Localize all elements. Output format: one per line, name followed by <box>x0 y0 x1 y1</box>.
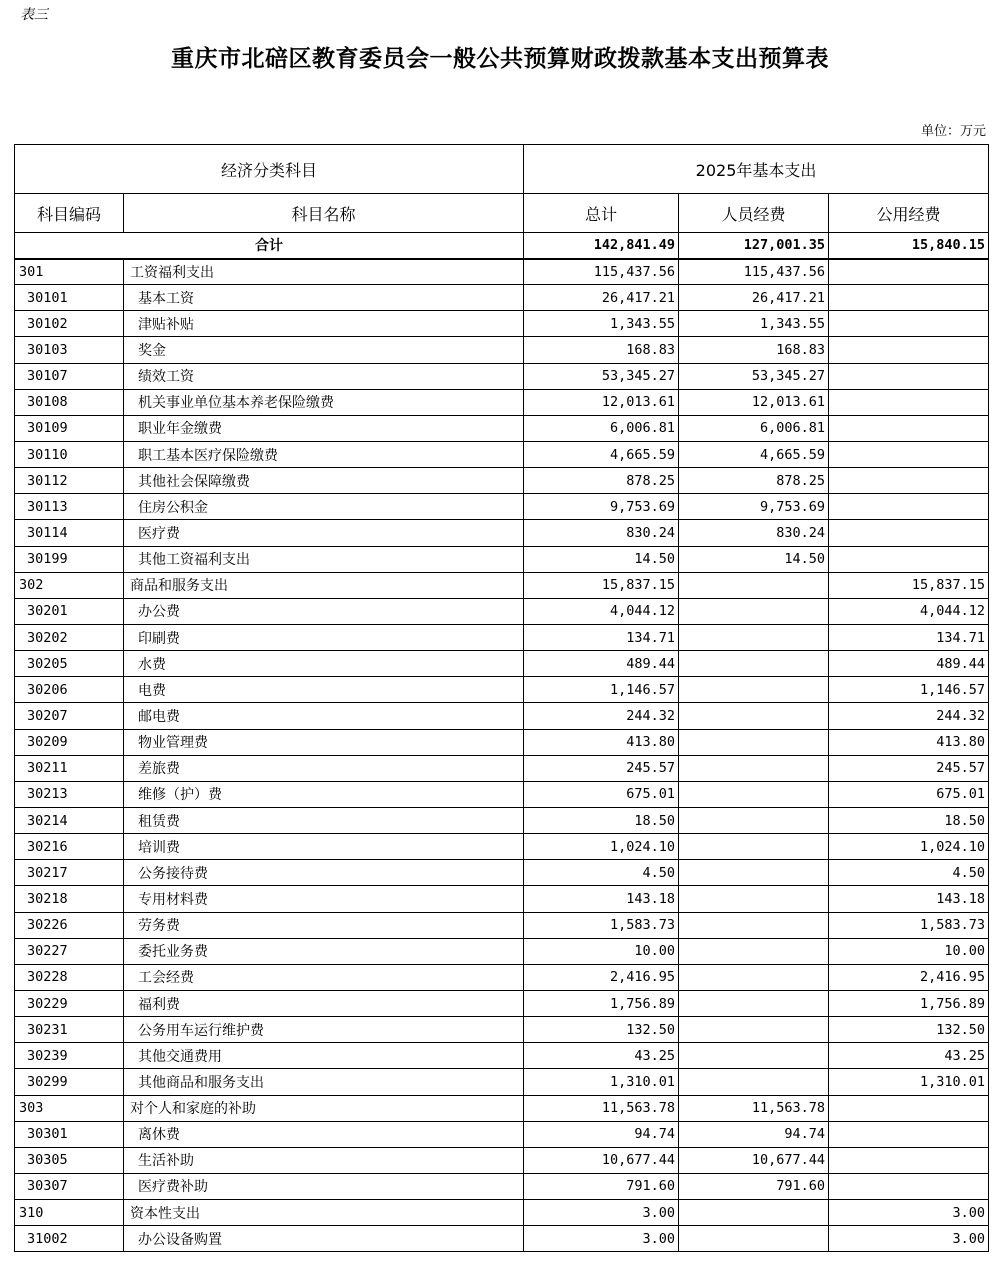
personnel-cell <box>679 1069 829 1095</box>
public-cell: 2,416.95 <box>829 964 989 990</box>
total-cell: 115,437.56 <box>524 259 679 285</box>
total-cell: 94.74 <box>524 1121 679 1147</box>
subject-code-cell: 30218 <box>15 886 124 912</box>
subject-code-cell: 30217 <box>15 860 124 886</box>
page-title: 重庆市北碚区教育委员会一般公共预算财政拨款基本支出预算表 <box>171 45 829 72</box>
personnel-cell <box>679 703 829 729</box>
personnel-cell <box>679 651 829 677</box>
subject-name-cell: 离休费 <box>124 1121 524 1147</box>
personnel-cell: 830.24 <box>679 520 829 546</box>
subject-name-cell: 商品和服务支出 <box>124 572 524 598</box>
public-cell <box>829 1121 989 1147</box>
subject-code-cell: 30205 <box>15 651 124 677</box>
table-row <box>15 624 989 650</box>
total-cell: 244.32 <box>524 703 679 729</box>
table-row <box>15 441 989 467</box>
total-personnel: 127,001.35 <box>679 233 829 259</box>
public-cell: 489.44 <box>829 651 989 677</box>
subject-name-cell: 生活补助 <box>124 1147 524 1173</box>
public-cell: 245.57 <box>829 755 989 781</box>
subject-name-cell: 奖金 <box>124 337 524 363</box>
table-row <box>15 807 989 833</box>
public-cell <box>829 285 989 311</box>
total-cell: 830.24 <box>524 520 679 546</box>
subject-name-cell: 基本工资 <box>124 285 524 311</box>
personnel-cell <box>679 886 829 912</box>
subject-name-cell: 工资福利支出 <box>124 259 524 285</box>
table-row <box>15 912 989 938</box>
personnel-cell <box>679 755 829 781</box>
table-row <box>15 990 989 1016</box>
personnel-cell <box>679 1226 829 1252</box>
public-cell <box>829 494 989 520</box>
subject-name-cell: 其他交通费用 <box>124 1043 524 1069</box>
subject-name-cell: 医疗费 <box>124 520 524 546</box>
subject-code-cell: 30211 <box>15 755 124 781</box>
subject-name-cell: 绩效工资 <box>124 363 524 389</box>
personnel-cell: 791.60 <box>679 1173 829 1199</box>
header-group-row <box>15 145 989 194</box>
category-row <box>15 1095 989 1121</box>
table-row <box>15 964 989 990</box>
header-subject-code: 科目编码 <box>15 194 124 233</box>
public-cell: 143.18 <box>829 886 989 912</box>
total-cell: 413.80 <box>524 729 679 755</box>
total-cell: 9,753.69 <box>524 494 679 520</box>
subject-name-cell: 水费 <box>124 651 524 677</box>
table-row <box>15 546 989 572</box>
total-cell: 3.00 <box>524 1226 679 1252</box>
table-row <box>15 651 989 677</box>
public-cell: 413.80 <box>829 729 989 755</box>
public-cell: 3.00 <box>829 1226 989 1252</box>
table-row <box>15 1069 989 1095</box>
subject-code-cell: 30110 <box>15 441 124 467</box>
total-cell: 1,583.73 <box>524 912 679 938</box>
public-cell: 1,756.89 <box>829 990 989 1016</box>
public-cell: 134.71 <box>829 624 989 650</box>
total-cell: 18.50 <box>524 807 679 833</box>
table-row <box>15 834 989 860</box>
public-cell: 43.25 <box>829 1043 989 1069</box>
subject-name-cell: 医疗费补助 <box>124 1173 524 1199</box>
personnel-cell: 11,563.78 <box>679 1095 829 1121</box>
public-cell <box>829 520 989 546</box>
personnel-cell <box>679 729 829 755</box>
table-row <box>15 755 989 781</box>
total-cell: 43.25 <box>524 1043 679 1069</box>
public-cell <box>829 337 989 363</box>
table-row <box>15 703 989 729</box>
table-row <box>15 1147 989 1173</box>
total-cell: 168.83 <box>524 337 679 363</box>
personnel-cell: 94.74 <box>679 1121 829 1147</box>
subject-name-cell: 租赁费 <box>124 807 524 833</box>
public-cell <box>829 259 989 285</box>
public-cell <box>829 546 989 572</box>
unit-label: 单位：万元 <box>920 124 986 139</box>
subject-code-cell: 30109 <box>15 415 124 441</box>
table-row <box>15 677 989 703</box>
public-cell: 1,146.57 <box>829 677 989 703</box>
subject-code-cell: 30102 <box>15 311 124 337</box>
personnel-cell: 53,345.27 <box>679 363 829 389</box>
subject-code-cell: 30307 <box>15 1173 124 1199</box>
total-cell: 1,024.10 <box>524 834 679 860</box>
total-cell: 134.71 <box>524 624 679 650</box>
public-cell: 18.50 <box>829 807 989 833</box>
table-row <box>15 337 989 363</box>
subject-code-cell: 30216 <box>15 834 124 860</box>
subject-name-cell: 邮电费 <box>124 703 524 729</box>
subject-code-cell: 30199 <box>15 546 124 572</box>
subject-code-cell: 30228 <box>15 964 124 990</box>
total-cell: 1,310.01 <box>524 1069 679 1095</box>
personnel-cell: 878.25 <box>679 468 829 494</box>
public-cell <box>829 389 989 415</box>
subject-code-cell: 30103 <box>15 337 124 363</box>
subject-name-cell: 委托业务费 <box>124 938 524 964</box>
subject-code-cell: 31002 <box>15 1226 124 1252</box>
total-cell: 2,416.95 <box>524 964 679 990</box>
total-cell: 12,013.61 <box>524 389 679 415</box>
subject-name-cell: 培训费 <box>124 834 524 860</box>
category-row <box>15 259 989 285</box>
public-cell: 3.00 <box>829 1200 989 1226</box>
personnel-cell <box>679 860 829 886</box>
subject-code-cell: 30108 <box>15 389 124 415</box>
personnel-cell <box>679 1200 829 1226</box>
subject-code-cell: 30207 <box>15 703 124 729</box>
public-cell: 4.50 <box>829 860 989 886</box>
personnel-cell: 115,437.56 <box>679 259 829 285</box>
total-cell: 132.50 <box>524 1017 679 1043</box>
subject-code-cell: 30101 <box>15 285 124 311</box>
total-cell: 11,563.78 <box>524 1095 679 1121</box>
table-row <box>15 1121 989 1147</box>
subject-name-cell: 职业年金缴费 <box>124 415 524 441</box>
total-cell: 1,343.55 <box>524 311 679 337</box>
total-cell: 245.57 <box>524 755 679 781</box>
personnel-cell <box>679 598 829 624</box>
subject-code-cell: 30239 <box>15 1043 124 1069</box>
subject-code-cell: 30299 <box>15 1069 124 1095</box>
personnel-cell <box>679 834 829 860</box>
subject-name-cell: 工会经费 <box>124 964 524 990</box>
subject-name-cell: 公务用车运行维护费 <box>124 1017 524 1043</box>
total-cell: 489.44 <box>524 651 679 677</box>
subject-code-cell: 30112 <box>15 468 124 494</box>
subject-name-cell: 其他社会保障缴费 <box>124 468 524 494</box>
public-cell: 1,024.10 <box>829 834 989 860</box>
subject-name-cell: 资本性支出 <box>124 1200 524 1226</box>
personnel-cell: 26,417.21 <box>679 285 829 311</box>
public-cell <box>829 1173 989 1199</box>
table-row <box>15 311 989 337</box>
subject-code-cell: 302 <box>15 572 124 598</box>
public-cell: 15,837.15 <box>829 572 989 598</box>
table-row <box>15 1226 989 1252</box>
personnel-cell <box>679 572 829 598</box>
total-cell: 791.60 <box>524 1173 679 1199</box>
subject-name-cell: 其他工资福利支出 <box>124 546 524 572</box>
subject-code-cell: 30202 <box>15 624 124 650</box>
subject-code-cell: 30201 <box>15 598 124 624</box>
personnel-cell <box>679 1043 829 1069</box>
table-row <box>15 886 989 912</box>
subject-code-cell: 30226 <box>15 912 124 938</box>
budget-table <box>14 144 989 1252</box>
subject-code-cell: 30113 <box>15 494 124 520</box>
personnel-cell <box>679 912 829 938</box>
personnel-cell <box>679 677 829 703</box>
header-public-expense: 公用经费 <box>829 194 989 233</box>
table-row <box>15 285 989 311</box>
total-cell: 6,006.81 <box>524 415 679 441</box>
public-cell <box>829 441 989 467</box>
total-cell: 675.01 <box>524 781 679 807</box>
subject-name-cell: 物业管理费 <box>124 729 524 755</box>
subject-name-cell: 公务接待费 <box>124 860 524 886</box>
public-cell <box>829 415 989 441</box>
personnel-cell: 6,006.81 <box>679 415 829 441</box>
total-cell: 10.00 <box>524 938 679 964</box>
personnel-cell: 14.50 <box>679 546 829 572</box>
table-number-tag: 表三 <box>20 7 48 23</box>
personnel-cell: 12,013.61 <box>679 389 829 415</box>
subject-code-cell: 30227 <box>15 938 124 964</box>
subject-name-cell: 福利费 <box>124 990 524 1016</box>
subject-name-cell: 维修（护）费 <box>124 781 524 807</box>
subject-code-cell: 30107 <box>15 363 124 389</box>
subject-name-cell: 办公设备购置 <box>124 1226 524 1252</box>
table-row <box>15 729 989 755</box>
subject-name-cell: 差旅费 <box>124 755 524 781</box>
public-cell <box>829 468 989 494</box>
total-row <box>15 233 989 259</box>
total-cell: 4.50 <box>524 860 679 886</box>
subject-code-cell: 30229 <box>15 990 124 1016</box>
personnel-cell: 4,665.59 <box>679 441 829 467</box>
total-cell: 4,665.59 <box>524 441 679 467</box>
subject-name-cell: 职工基本医疗保险缴费 <box>124 441 524 467</box>
header-subject-name: 科目名称 <box>124 194 524 233</box>
table-row <box>15 1043 989 1069</box>
personnel-cell: 9,753.69 <box>679 494 829 520</box>
table-row <box>15 415 989 441</box>
table-row <box>15 494 989 520</box>
public-cell: 10.00 <box>829 938 989 964</box>
personnel-cell <box>679 1017 829 1043</box>
table-row <box>15 1173 989 1199</box>
personnel-cell: 10,677.44 <box>679 1147 829 1173</box>
subject-name-cell: 住房公积金 <box>124 494 524 520</box>
table-row <box>15 860 989 886</box>
table-row <box>15 938 989 964</box>
total-cell: 143.18 <box>524 886 679 912</box>
subject-code-cell: 30301 <box>15 1121 124 1147</box>
total-cell: 15,837.15 <box>524 572 679 598</box>
subject-code-cell: 301 <box>15 259 124 285</box>
public-cell: 1,583.73 <box>829 912 989 938</box>
public-cell: 132.50 <box>829 1017 989 1043</box>
personnel-cell: 168.83 <box>679 337 829 363</box>
total-cell: 1,756.89 <box>524 990 679 1016</box>
subject-code-cell: 30305 <box>15 1147 124 1173</box>
personnel-cell <box>679 807 829 833</box>
total-cell: 26,417.21 <box>524 285 679 311</box>
subject-code-cell: 30209 <box>15 729 124 755</box>
table-row <box>15 781 989 807</box>
personnel-cell <box>679 938 829 964</box>
total-cell: 14.50 <box>524 546 679 572</box>
subject-code-cell: 303 <box>15 1095 124 1121</box>
public-cell: 4,044.12 <box>829 598 989 624</box>
public-cell <box>829 311 989 337</box>
header-column-row <box>15 194 989 233</box>
table-row <box>15 389 989 415</box>
personnel-cell <box>679 781 829 807</box>
total-label: 合计 <box>15 233 524 259</box>
total-cell: 53,345.27 <box>524 363 679 389</box>
total-public: 15,840.15 <box>829 233 989 259</box>
subject-name-cell: 机关事业单位基本养老保险缴费 <box>124 389 524 415</box>
subject-name-cell: 电费 <box>124 677 524 703</box>
subject-name-cell: 劳务费 <box>124 912 524 938</box>
public-cell <box>829 1147 989 1173</box>
subject-name-cell: 津贴补贴 <box>124 311 524 337</box>
subject-code-cell: 30206 <box>15 677 124 703</box>
subject-code-cell: 30213 <box>15 781 124 807</box>
table-row <box>15 468 989 494</box>
subject-code-cell: 30114 <box>15 520 124 546</box>
total-cell: 878.25 <box>524 468 679 494</box>
personnel-cell <box>679 990 829 1016</box>
subject-name-cell: 专用材料费 <box>124 886 524 912</box>
public-cell <box>829 363 989 389</box>
total-cell: 4,044.12 <box>524 598 679 624</box>
table-row <box>15 363 989 389</box>
subject-name-cell: 对个人和家庭的补助 <box>124 1095 524 1121</box>
total-cell: 1,146.57 <box>524 677 679 703</box>
category-row <box>15 572 989 598</box>
total-sum: 142,841.49 <box>524 233 679 259</box>
personnel-cell <box>679 624 829 650</box>
table-row <box>15 520 989 546</box>
table-row <box>15 598 989 624</box>
subject-code-cell: 30214 <box>15 807 124 833</box>
subject-name-cell: 印刷费 <box>124 624 524 650</box>
subject-name-cell: 办公费 <box>124 598 524 624</box>
personnel-cell <box>679 964 829 990</box>
header-economic-classification: 经济分类科目 <box>15 145 524 194</box>
public-cell: 244.32 <box>829 703 989 729</box>
subject-code-cell: 310 <box>15 1200 124 1226</box>
header-basic-expenditure-2025: 2025年基本支出 <box>524 145 989 194</box>
header-personnel-expense: 人员经费 <box>679 194 829 233</box>
public-cell: 1,310.01 <box>829 1069 989 1095</box>
table-row <box>15 1017 989 1043</box>
public-cell: 675.01 <box>829 781 989 807</box>
public-cell <box>829 1095 989 1121</box>
personnel-cell: 1,343.55 <box>679 311 829 337</box>
header-total: 总计 <box>524 194 679 233</box>
total-cell: 10,677.44 <box>524 1147 679 1173</box>
subject-code-cell: 30231 <box>15 1017 124 1043</box>
category-row <box>15 1200 989 1226</box>
total-cell: 3.00 <box>524 1200 679 1226</box>
subject-name-cell: 其他商品和服务支出 <box>124 1069 524 1095</box>
